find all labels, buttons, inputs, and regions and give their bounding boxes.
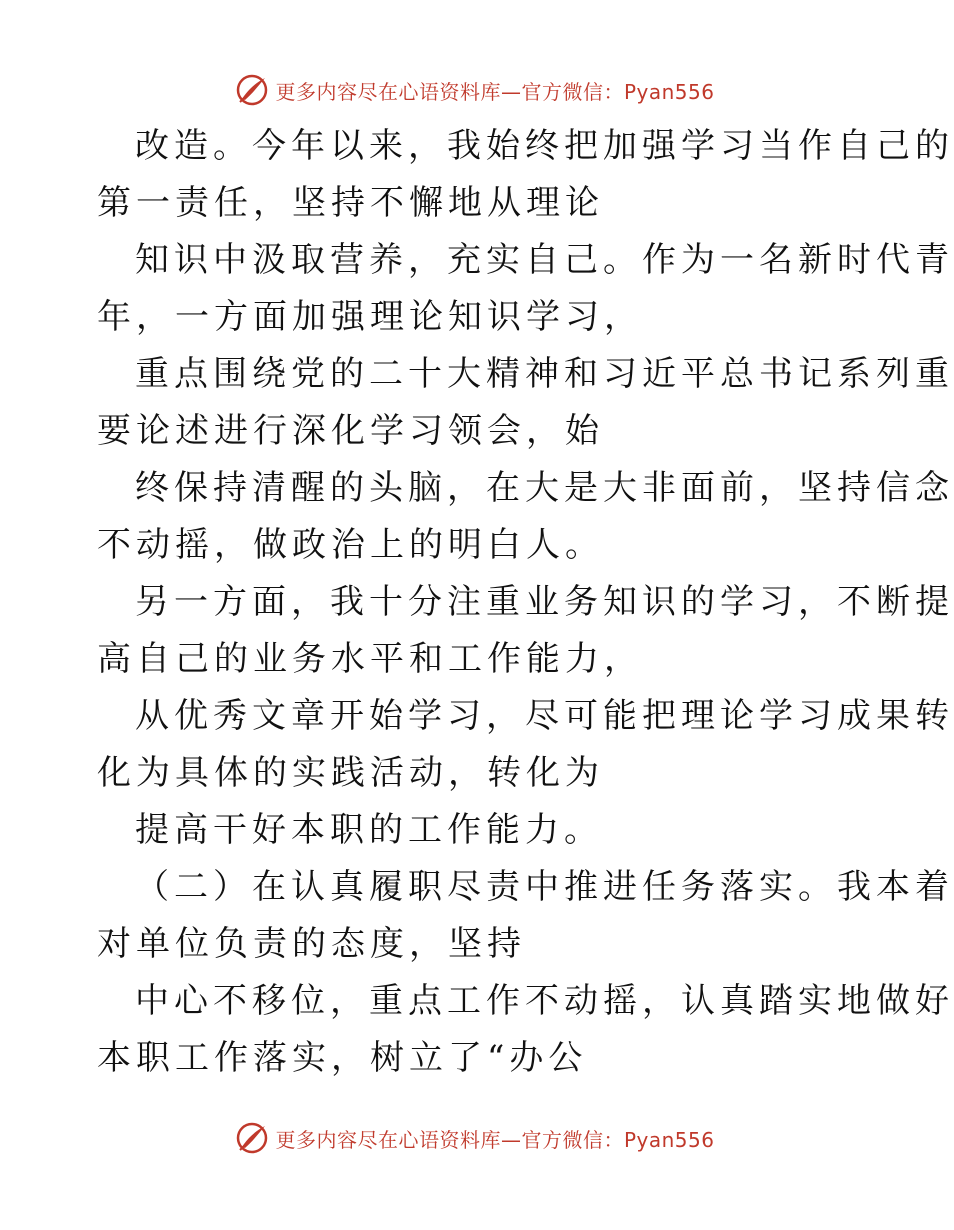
text-line: 化为具体的实践活动，转化为	[97, 753, 604, 793]
header-banner-text: 更多内容尽在心语资料库—官方微信：Pyan556	[275, 79, 715, 104]
text-line: 本职工作落实，树立了“办公	[97, 1038, 588, 1078]
text-line: 从优秀文章开始学习，尽可能把理论学习成果转	[135, 696, 954, 736]
header-banner	[0, 70, 950, 110]
footer-banner-text: 更多内容尽在心语资料库—官方微信：Pyan556	[275, 1127, 715, 1152]
quill-logo-icon	[235, 1121, 269, 1155]
text-line: 年，一方面加强理论知识学习，	[97, 297, 643, 337]
text-line: 高自己的业务水平和工作能力，	[97, 639, 643, 679]
text-line: 第一责任，坚持不懈地从理论	[97, 183, 604, 223]
document-body	[97, 118, 954, 1087]
text-line: 知识中汲取营养，充实自己。作为一名新时代青	[135, 240, 954, 280]
text-line: 改造。今年以来，我始终把加强学习当作自己的	[135, 126, 954, 166]
text-line: 重点围绕党的二十大精神和习近平总书记系列重	[135, 354, 954, 394]
text-line: 终保持清醒的头脑，在大是大非面前，坚持信念	[135, 468, 954, 508]
text-line: 另一方面，我十分注重业务知识的学习，不断提	[135, 582, 954, 622]
text-line: 不动摇，做政治上的明白人。	[97, 525, 604, 565]
text-line: 要论述进行深化学习领会，始	[97, 411, 604, 451]
text-line: （二）在认真履职尽责中推进任务落实。我本着	[135, 867, 954, 907]
footer-banner	[0, 1118, 950, 1158]
quill-logo-icon	[235, 73, 269, 107]
text-line: 中心不移位，重点工作不动摇，认真踏实地做好	[135, 981, 954, 1021]
text-line: 对单位负责的态度，坚持	[97, 924, 526, 964]
text-line: 提高干好本职的工作能力。	[135, 810, 603, 850]
